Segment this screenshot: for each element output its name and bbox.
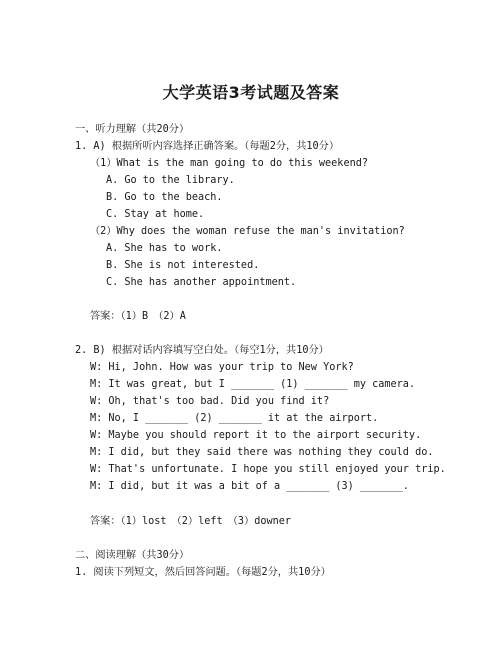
dialogue-line: W: Maybe you should report it to the airport security. — [90, 430, 422, 441]
question-2-option-a: A. She has to work. — [106, 243, 223, 254]
dialogue-line: M: I did, but it was a bit of a _______ (3) _______. — [90, 481, 409, 492]
dialogue-line: M: It was great, but I _______ (1) _______ my camera. — [90, 379, 416, 390]
question-2: （2）Why does the woman refuse the man's invitation? — [90, 226, 405, 237]
dialogue-line: W: That's unfortunate. I hope you still enjoyed your trip. — [90, 464, 446, 475]
dialogue-line: W: Oh, that's too bad. Did you find it? — [90, 396, 330, 407]
section-2-instruction: 1. 阅读下列短文，然后回答问题。（每题2分，共10分） — [75, 567, 331, 578]
dialogue-line: M: No, I _______ (2) _______ it at the airport. — [90, 413, 379, 424]
question-1-option-c: C. Stay at home. — [106, 209, 205, 220]
part-a-instruction: 1. A) 根据所听内容选择正确答案。（每题2分，共10分） — [75, 141, 340, 152]
section-2-heading: 二、阅读理解（共30分） — [75, 550, 190, 561]
part-b-instruction: 2. B) 根据对话内容填写空白处。（每空1分，共10分） — [75, 345, 329, 356]
question-1-option-b: B. Go to the beach. — [106, 192, 223, 203]
page-title: 大学英语3考试题及答案 — [162, 83, 340, 102]
part-a-answer: 答案：（1）B （2）A — [90, 311, 186, 322]
question-1: （1）What is the man going to do this weekend? — [90, 158, 368, 169]
part-b-answer: 答案：（1）lost （2）left （3）downer — [90, 516, 292, 527]
question-1-option-a: A. Go to the library. — [106, 175, 235, 186]
question-2-option-b: B. She is not interested. — [106, 260, 260, 271]
dialogue-line: M: I did, but they said there was nothing they could do. — [90, 447, 434, 458]
section-1-heading: 一、听力理解（共20分） — [75, 124, 190, 135]
dialogue-line: W: Hi, John. How was your trip to New York? — [90, 362, 354, 373]
question-2-option-c: C. She has another appointment. — [106, 277, 297, 288]
